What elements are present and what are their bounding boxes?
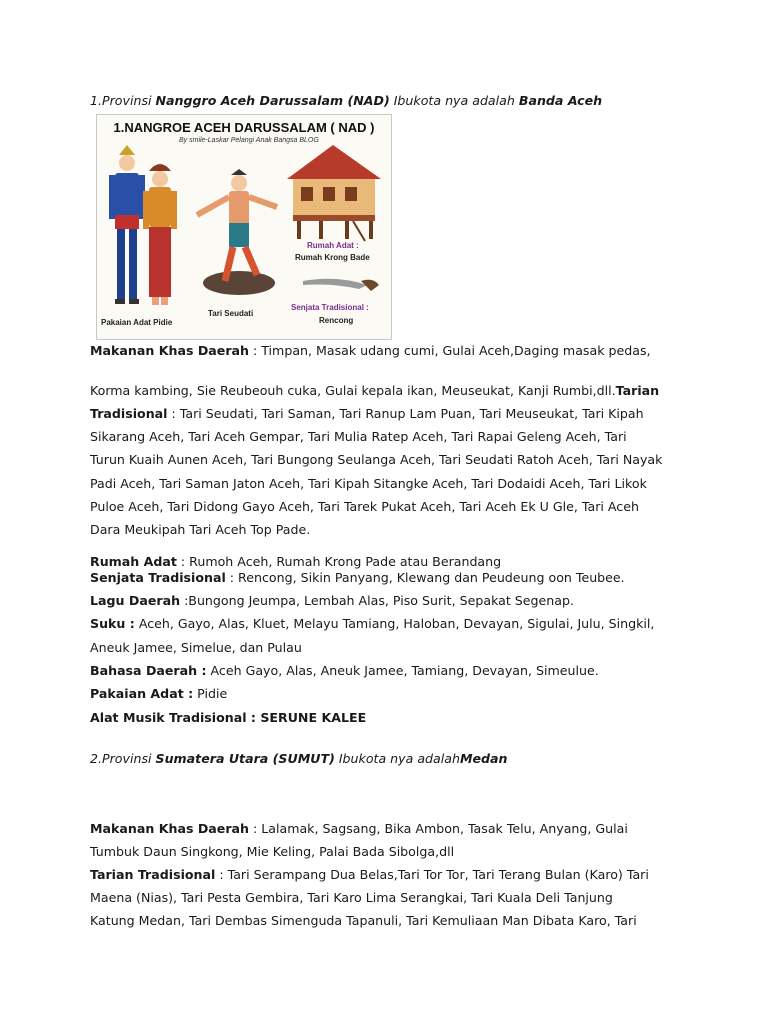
s2-tarian-line-1: Tarian Tradisional : Tari Serampang Dua Belas,Tari Tor Tor, Tari Terang Bulan (Karo) Tari: [90, 867, 649, 882]
capital-name: Medan: [459, 751, 508, 766]
section-number: 1.: [90, 93, 103, 108]
makanan-line-1: Makanan Khas Daerah : Timpan, Masak udang cumi, Gulai Aceh,Daging masak pedas,: [90, 343, 651, 358]
tarian-line-1: Tradisional : Tari Seudati, Tari Saman, Tari Ranup Lam Puan, Tari Meuseukat, Tari Kipah: [90, 406, 644, 421]
section-1-heading: 1.Provinsi Nanggro Aceh Darussalam (NAD) Ibukota nya adalah Banda Aceh: [90, 93, 603, 108]
house-drawing: [287, 145, 381, 241]
pakaian-line: Pakaian Adat : Pidie: [90, 686, 228, 701]
label-pakaian: Pakaian Adat Pidie: [101, 318, 173, 327]
label-senjata-head: Senjata Tradisional :: [291, 303, 369, 312]
alat-musik-line: Alat Musik Tradisional : SERUNE KALEE: [90, 710, 367, 725]
label-rumah-head: Rumah Adat :: [307, 241, 359, 250]
makanan-line-2: Korma kambing, Sie Reubeouh cuka, Gulai kepala ikan, Meuseukat, Kanji Rumbi,dll.Tarian: [90, 383, 660, 398]
label-rumah: Rumah Krong Bade: [295, 253, 370, 262]
label-tari: Tari Seudati: [208, 309, 254, 318]
suku-line-2: Aneuk Jamee, Simelue, dan Pulau: [90, 640, 302, 655]
bahasa-line: Bahasa Daerah : Aceh Gayo, Alas, Aneuk Jamee, Tamiang, Devayan, Simeulue.: [90, 663, 599, 678]
province-name: Sumatera Utara (SUMUT): [155, 751, 335, 766]
province-name: Nanggro Aceh Darussalam (NAD): [155, 93, 390, 108]
capital-name: Banda Aceh: [518, 93, 603, 108]
tarian-line-3: Turun Kuaih Aunen Aceh, Tari Bungong Seulanga Aceh, Tari Seudati Ratoh Aceh, Tari Nayak: [90, 452, 663, 467]
s2-tarian-line-2: Maena (Nias), Tari Pesta Gembira, Tari Karo Lima Serangkai, Tari Kuala Deli Tanjung: [90, 890, 613, 905]
tarian-line-4: Padi Aceh, Tari Saman Jaton Aceh, Tari Kipah Sitangke Aceh, Tari Dodaidi Aceh, Tari Likok: [90, 476, 647, 491]
lagu-line: Lagu Daerah :Bungong Jeumpa, Lembah Alas, Piso Surit, Sepakat Segenap.: [90, 593, 574, 608]
rencong-drawing: [303, 279, 379, 291]
section-2-heading: 2.Provinsi Sumatera Utara (SUMUT) Ibukota nya adalahMedan: [90, 751, 508, 766]
tarian-line-5: Puloe Aceh, Tari Didong Gayo Aceh, Tari Tarek Pukat Aceh, Tari Aceh Ek U Gle, Tari Aceh: [90, 499, 639, 514]
s2-makanan-line-1: Makanan Khas Daerah : Lalamak, Sagsang, Bika Ambon, Tasak Telu, Anyang, Gulai: [90, 821, 628, 836]
woman-figure: [143, 164, 177, 305]
s2-tarian-line-3: Katung Medan, Tari Dembas Simenguda Tapanuli, Tari Kemuliaan Man Dibata Karo, Tari: [90, 913, 637, 928]
illustration-credit: By smile-Laskar Pelangi Anak Bangsa BLOG: [179, 137, 319, 144]
nad-illustration: [96, 114, 392, 340]
tarian-line-2: Sikarang Aceh, Tari Aceh Gempar, Tari Mulia Ratep Aceh, Tari Rapai Geleng Aceh, Tari: [90, 429, 627, 444]
senjata-line: Senjata Tradisional : Rencong, Sikin Panyang, Klewang dan Peudeung oon Teubee.: [90, 570, 625, 585]
s2-makanan-line-2: Tumbuk Daun Singkong, Mie Keling, Palai Bada Sibolga,dll: [90, 844, 455, 859]
suku-line-1: Suku : Aceh, Gayo, Alas, Kluet, Melayu Tamiang, Haloban, Devayan, Sigulai, Julu, Singkil,: [90, 616, 655, 631]
label-senjata: Rencong: [319, 316, 354, 325]
tarian-line-6: Dara Meukipah Tari Aceh Top Pade.: [90, 522, 311, 537]
man-figure: [109, 145, 145, 304]
illustration-title: 1.NANGROE ACEH DARUSSALAM ( NAD ): [113, 120, 375, 135]
dancer-figure: [197, 169, 277, 295]
rumah-adat-line: Rumah Adat : Rumoh Aceh, Rumah Krong Pade atau Berandang: [90, 554, 502, 569]
section-number: 2.: [90, 751, 103, 766]
